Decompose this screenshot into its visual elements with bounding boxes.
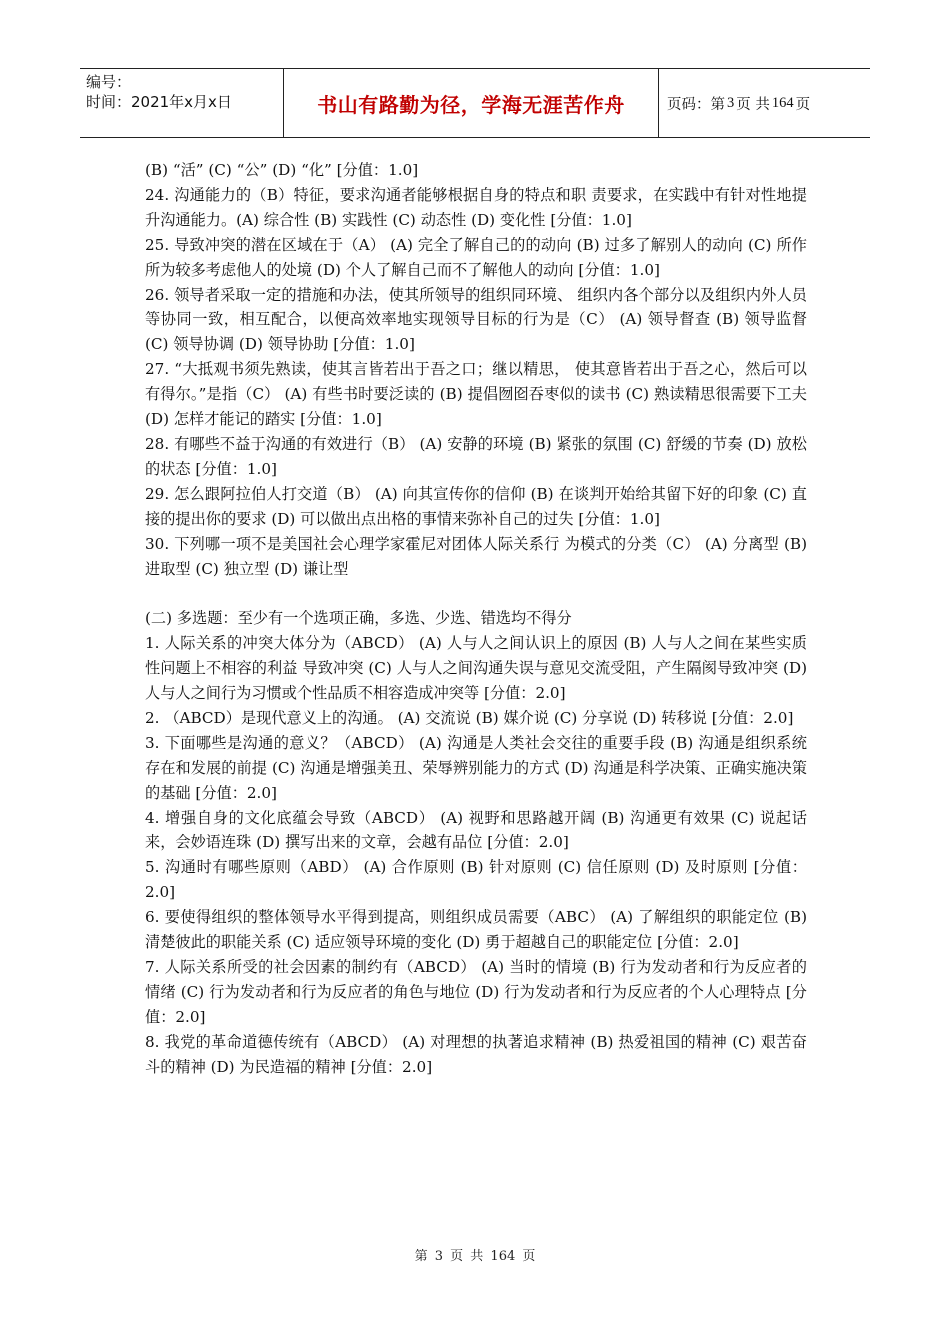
question-item: 6. 要使得组织的整体领导水平得到提高，则组织成员需要（ABC） (A) 了解组织的职能定位 (B) 清楚彼此的职能关系 (C) 适应领导环境的变化 (D) 勇于超越自己的职能定位 [分值：2.0] [145,908,807,952]
question-item: 28. 有哪些不益于沟通的有效进行（B） (A) 安静的环境 (B) 紧张的氛围 (C) 舒缓的节奏 (D) 放松的状态 [分值：1.0] [145,434,807,478]
document-time-label: 时间：2021年x月x日 [86,93,232,111]
document-number-label: 编号： [86,73,132,91]
section-spacer [145,581,807,606]
question-item: 5. 沟通时有哪些原则（ABD） (A) 合作原则 (B) 针对原则 (C) 信任原则 (D) 及时原则 [分值：2.0] [145,858,807,902]
question-item: 30. 下列哪一项不是美国社会心理学家霍尼对团体人际关系行 为模式的分类（C） (A) 分离型 (B) 进取型 (C) 独立型 (D) 谦让型 [145,534,807,578]
page-suffix: 页 [795,96,811,113]
question-item: 25. 导致冲突的潜在区域在于（A） (A) 完全了解自己的的动向 (B) 过多了解别人的动向 (C) 所作所为较多考虑他人的处境 (D) 个人了解自己而不了解他人的动向 [分值：1.0] [145,235,807,279]
page-prefix: 页码：第 [667,96,725,113]
question-item: 2. （ABCD）是现代意义上的沟通。 (A) 交流说 (B) 媒介说 (C) 分享说 (D) 转移说 [分值：2.0] [145,708,794,727]
header-motto: 书山有路勤为径，学海无涯苦作舟 [284,69,659,137]
page-footer: 第 3 页 共 164 页 [414,1249,536,1264]
header-page-info [659,69,870,137]
section-title: (二) 多选题：至少有一个选项正确，多选、少选、错选均不得分 [145,609,572,628]
question-item: 29. 怎么跟阿拉伯人打交道（B） (A) 向其宣传你的信仰 (B) 在谈判开始给其留下好的印象 (C) 直接的提出你的要求 (D) 可以做出点出格的事情来弥补自己的过失 [分值：1.0] [145,484,807,528]
page-header [80,68,870,138]
question-item: 27. “大抵观书须先熟读，使其言皆若出于吾之口；继以精思， 使其意皆若出于吾之心，然后可以有得尔。”是指（C） (A) 有些书时要泛读的 (B) 提倡囫囵吞枣似的读书 (C) 熟读精思很需要下工夫 (D) 怎样才能记的踏实 [分值：1.0] [145,360,807,429]
question-item: (B) “活” (C) “公” (D) “化” [分值：1.0] [145,161,419,179]
page-total: 164 [771,94,794,111]
page-mid: 页 共 [736,96,770,113]
question-item: 3. 下面哪些是沟通的意义？（ABCD） (A) 沟通是人类社会交往的重要手段 (B) 沟通是组织系统存在和发展的前提 (C) 沟通是增强美丑、荣辱辨别能力的方式 (D) 沟通是科学决策、正确实施决策的基础 [分值：2.0] [145,733,807,802]
question-item: 24. 沟通能力的（B）特征，要求沟通者能够根据自身的特点和职 责要求，在实践中有针对性地提升沟通能力。(A) 综合性 (B) 实践性 (C) 动态性 (D) 变化性 [分值：1.0] [145,185,807,229]
question-item: 8. 我党的革命道德传统有（ABCD） (A) 对理想的执著追求精神 (B) 热爱祖国的精神 (C) 艰苦奋斗的精神 (D) 为民造福的精神 [分值：2.0] [145,1032,807,1076]
question-item: 26. 领导者采取一定的措施和办法，使其所领导的组织同环境、 组织内各个部分以及组织内外人员等协同一致，相互配合，以便高效率地实现领导目标的行为是（C） (A) 领导督查 (B) 领导监督 (C) 领导协调 (D) 领导协助 [分值：1.0] [145,285,807,354]
header-meta [80,69,284,137]
page-number: 3 [727,94,735,111]
question-item: 1. 人际关系的冲突大体分为（ABCD） (A) 人与人之间认识上的原因 (B) 人与人之间在某些实质性问题上不相容的利益 导致冲突 (C) 人与人之间沟通失误与意见交流受阻，产生隔阂导致冲突 (D) 人与人之间行为习惯或个性品质不相容造成冲突等 [分值：2.0] [145,634,807,703]
document-body [145,158,807,1080]
question-item: 7. 人际关系所受的社会因素的制约有（ABCD） (A) 当时的情境 (B) 行为发动者和行为反应者的情绪 (C) 行为发动者和行为反应者的角色与地位 (D) 行为发动者和行为反应者的个人心理特点 [分值：2.0] [145,957,807,1026]
question-item: 4. 增强自身的文化底蕴会导致（ABCD） (A) 视野和思路越开阔 (B) 沟通更有效果 (C) 说起话来，会妙语连珠 (D) 撰写出来的文章，会越有品位 [分值：2.0] [145,808,807,852]
